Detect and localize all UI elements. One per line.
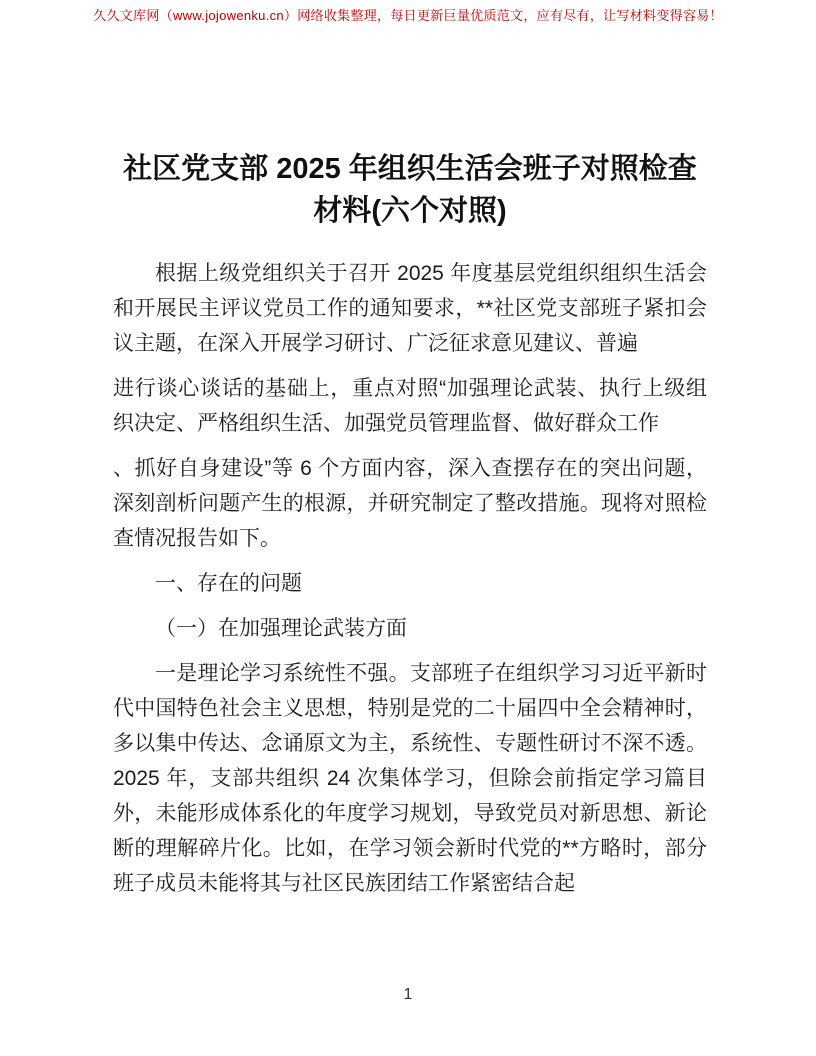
content-area [113,148,707,911]
subsection-heading: （一）在加强理论武装方面 [155,617,407,640]
document-title: 社区党支部 2025 年组织生活会班子对照检查材料(六个对照) [123,153,697,227]
paragraph: 进行谈心谈话的基础上，重点对照“加强理论武装、执行上级组织决定、严格组织生活、加强党员管理监督、做好群众工作 [113,377,707,435]
section-heading: 一、存在的问题 [155,572,302,595]
paragraph: 一是理论学习系统性不强。支部班子在组织学习习近平新时代中国特色社会主义思想，特别是党的二十届四中全会精神时，多以集中传达、念诵原文为主，系统性、专题性研讨不深不透。2025 年，支部共组织 24 次集体学习，但除会前指定学习篇目外，未能形成体系化的年度学习规划，导致党员对新思想、新论断的理解碎片化。比如，在学习领会新时代党的**方略时，部分班子成员未能将其与社区民族团结工作紧密结合起 [113,662,707,895]
watermark-text: 久久文库网（www.jojowenku.cn）网络收集整理，每日更新巨量优质范文，应有尽有，让写材料变得容易！ [93,8,723,23]
paragraph: 根据上级党组织关于召开 2025 年度基层党组织组织生活会和开展民主评议党员工作的通知要求，**社区党支部班子紧扣会议主题，在深入开展学习研讨、广泛征求意见建议、普遍 [113,262,707,355]
page-number: 1 [403,986,413,1003]
paragraph: 、抓好自身建设”等 6 个方面内容，深入查摆存在的突出问题，深刻剖析问题产生的根源，并研究制定了整改措施。现将对照检查情况报告如下。 [113,457,707,550]
